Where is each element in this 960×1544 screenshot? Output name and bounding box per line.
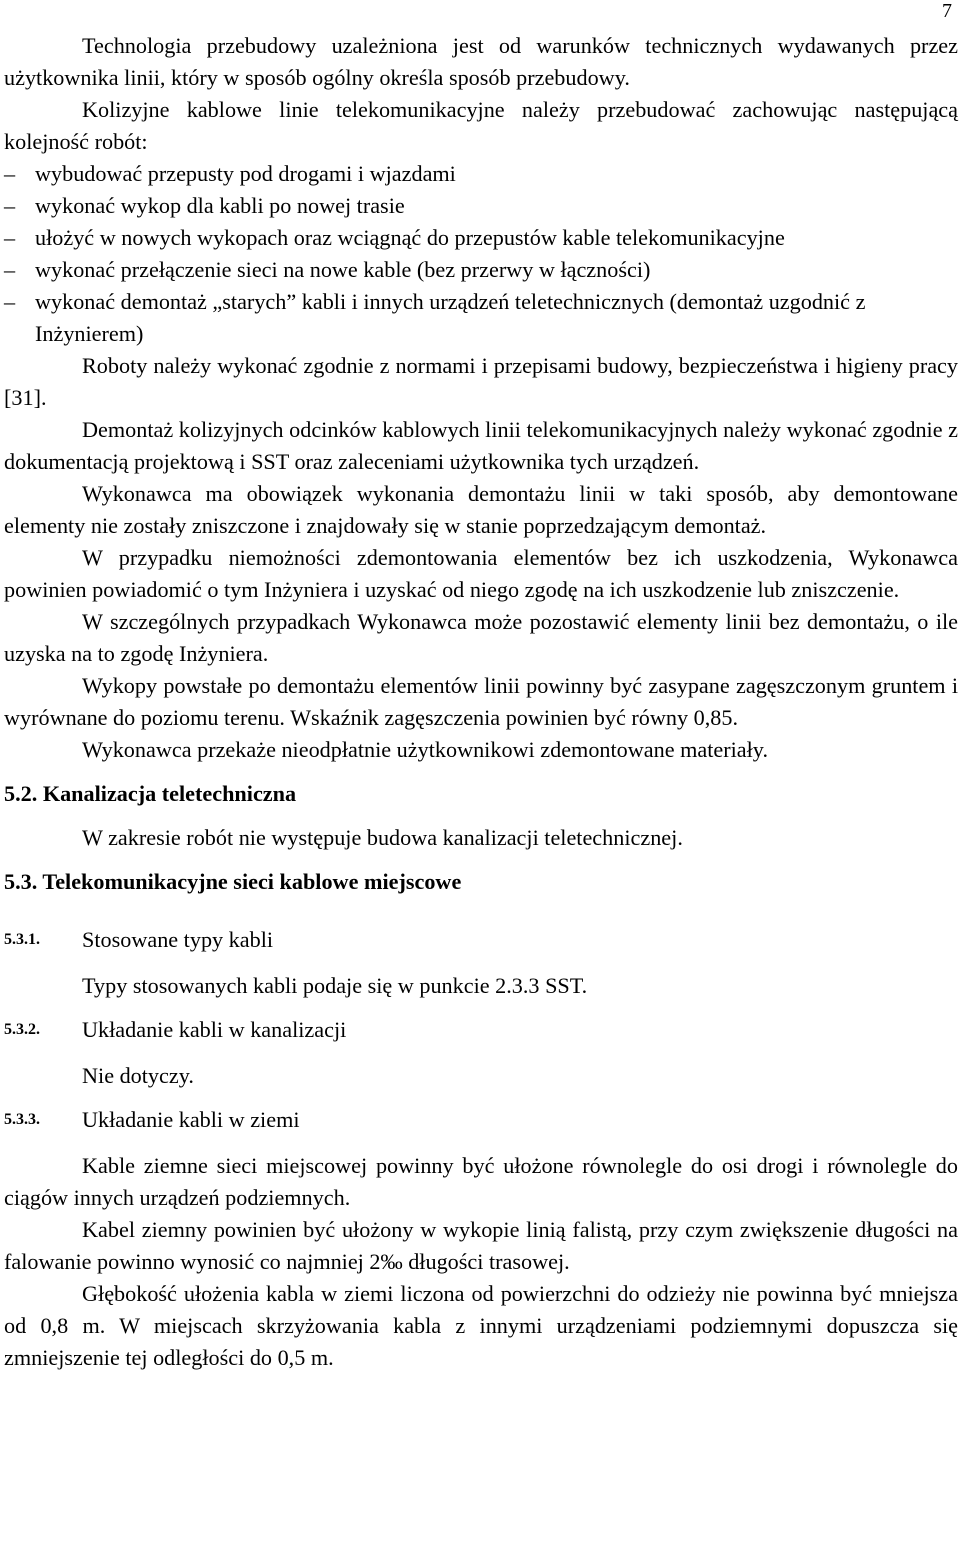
paragraph: Wykopy powstałe po demontażu elementów linii powinny być zasypane zagęszczonym gruntem i wyrównane do poziomu terenu. Wskaźnik zagęszczenia powinien być równy 0,85. [4,673,958,730]
subsection-title: Układanie kabli w ziemi [82,1107,300,1132]
list-item: – wykonać przełączenie sieci na nowe kable (bez przerwy w łączności) [4,254,958,286]
paragraph: Nie dotyczy. [82,1063,194,1088]
subsection-title: Stosowane typy kabli [82,927,274,952]
paragraph: Typy stosowanych kabli podaje się w punkcie 2.3.3 SST. [82,973,588,998]
paragraph: Kolizyjne kablowe linie telekomunikacyjne należy przebudować zachowując następującą kolejność robót: [4,97,958,154]
subsection-heading [4,1014,958,1046]
paragraph: W przypadku niemożności zdemontowania elementów bez ich uszkodzenia, Wykonawca powinien powiadomić o tym Inżyniera i uzyskać od niego zgodę na ich uszkodzenie lub zniszczenie. [4,545,958,602]
paragraph: Kabel ziemny powinien być ułożony w wykopie linią falistą, przy czym zwiększenie długości na falowanie powinno wynosić co najmniej 2‰ długości trasowej. [4,1217,958,1274]
list-item: – ułożyć w nowych wykopach oraz wciągnąć do przepustów kable telekomunikacyjne [4,222,958,254]
subsection-number: 5.3.1. [4,931,40,948]
paragraph: Demontaż kolizyjnych odcinków kablowych linii telekomunikacyjnych należy wykonać zgodnie z dokumentacją projektową i SST oraz zaleceniami użytkownika tych urządzeń. [4,417,958,474]
section-heading: 5.2. Kanalizacja teletechniczna [4,781,297,806]
paragraph: Technologia przebudowy uzależniona jest od warunków technicznych wydawanych przez użytkownika linii, który w sposób ogólny określa sposób przebudowy. [4,33,958,90]
list-item: – wykonać demontaż „starych” kabli i innych urządzeń teletechnicznych (demontaż uzgodnić z Inżynierem) [4,286,958,350]
paragraph: W zakresie robót nie występuje budowa kanalizacji teletechnicznej. [82,825,683,850]
document-body [4,30,958,1374]
paragraph: Roboty należy wykonać zgodnie z normami i przepisami budowy, bezpieczeństwa i higieny pracy [31]. [4,353,958,410]
paragraph: Kable ziemne sieci miejscowej powinny być ułożone równolegle do osi drogi i równolegle do ciągów innych urządzeń podziemnych. [4,1153,958,1210]
subsection-number: 5.3.2. [4,1021,40,1038]
paragraph: W szczególnych przypadkach Wykonawca może pozostawić elementy linii bez demontażu, o ile uzyska na to zgodę Inżyniera. [4,609,958,666]
list-item: – wybudować przepusty pod drogami i wjazdami [4,158,958,190]
subsection-heading [4,1104,958,1136]
list-item: – wykonać wykop dla kabli po nowej trasie [4,190,958,222]
dash-marker: – [4,257,16,282]
dash-marker: – [4,193,16,218]
subsection-number: 5.3.3. [4,1111,40,1128]
dash-marker: – [4,289,16,314]
subsection-title: Układanie kabli w kanalizacji [82,1017,347,1042]
paragraph: Wykonawca przekaże nieodpłatnie użytkownikowi zdemontowane materiały. [82,737,769,762]
subsection-heading [4,924,958,956]
paragraph: Wykonawca ma obowiązek wykonania demontażu linii w taki sposób, aby demontowane elementy nie zostały zniszczone i znajdowały się w stanie poprzedzającym demontaż. [4,481,958,538]
dash-marker: – [4,225,16,250]
section-heading: 5.3. Telekomunikacyjne sieci kablowe miejscowe [4,869,462,894]
page-number: 7 [942,0,952,22]
paragraph: Głębokość ułożenia kabla w ziemi liczona od powierzchni do odzieży nie powinna być mniejsza od 0,8 m. W miejscach skrzyżowania kabla z innymi urządzeniami podziemnymi dopuszcza się zmniejszenie tej odległości do 0,5 m. [4,1281,958,1370]
work-order-list [4,158,958,350]
dash-marker: – [4,161,16,186]
